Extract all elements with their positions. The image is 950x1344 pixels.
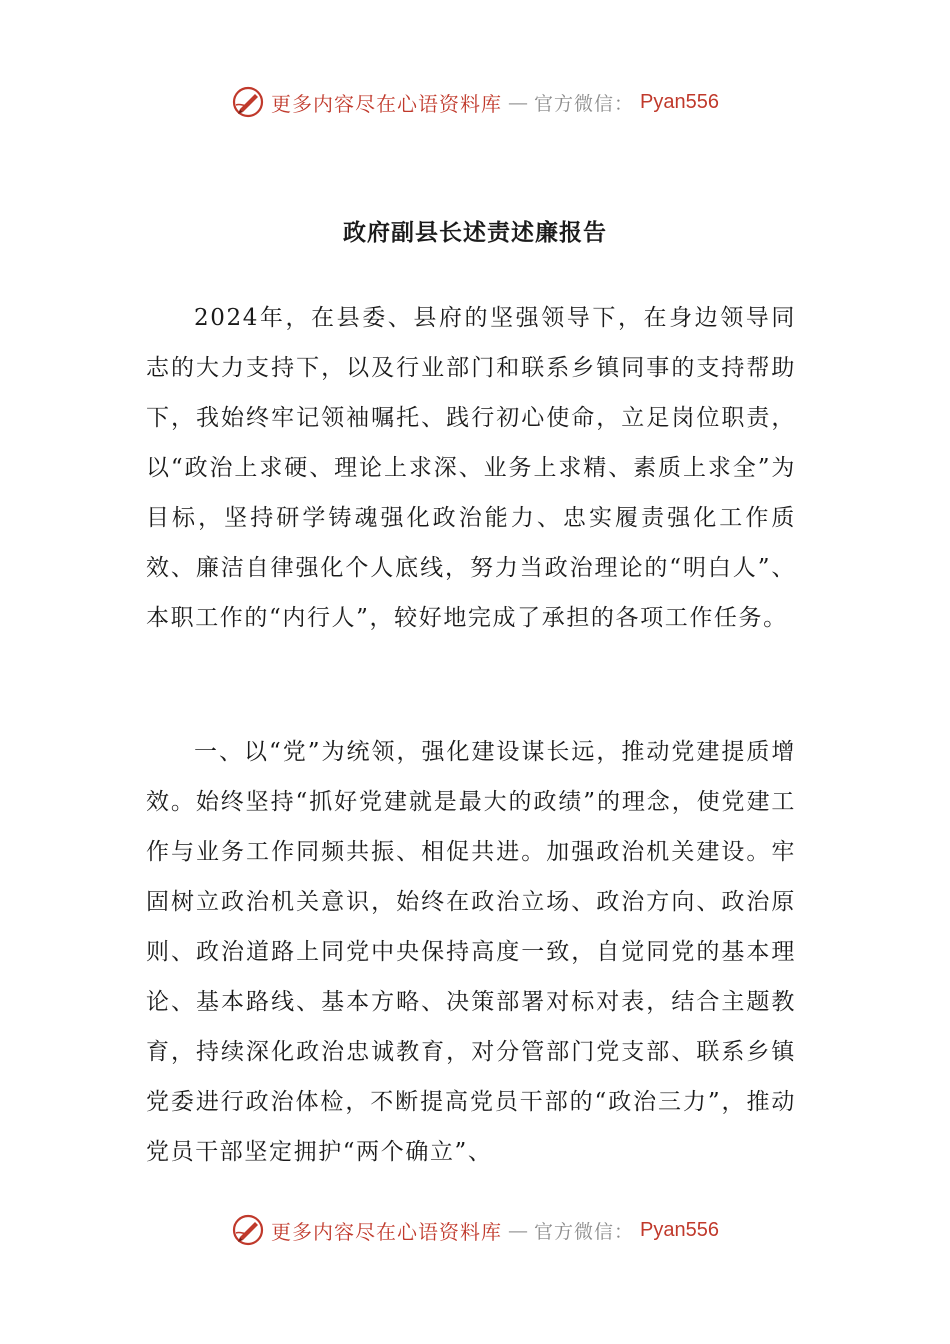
body-paragraph: 2024年，在县委、县府的坚强领导下，在身边领导同志的大力支持下，以及行业部门和联系乡镇同事的支持帮助下，我始终牢记领袖嘱托、践行初心使命，立足岗位职责，以“政治上求硬、理论上求深、业务上求精、素质上求全”为目标，坚持研学铸魂强化政治能力、忠实履责强化工作质效、廉洁自律强化个人底线，努力当政治理论的“明白人”、本职工作的“内行人”，较好地完成了承担的各项工作任务。 [146, 305, 796, 631]
banner-contact-id: Pyan556 [640, 90, 719, 113]
document-title: 政府副县长述责述廉报告 [343, 219, 607, 246]
banner-separator: — [508, 1218, 528, 1242]
pen-logo-icon [231, 85, 265, 119]
footer-banner [0, 1210, 950, 1250]
banner-contact-id: Pyan556 [640, 1218, 719, 1241]
pen-logo-icon [231, 1213, 265, 1247]
banner-separator: — [508, 90, 528, 114]
banner-contact-label: 官方微信： [534, 92, 635, 115]
banner-contact-label: 官方微信： [534, 1220, 635, 1243]
banner-slogan: 更多内容尽在心语资料库 [271, 1219, 502, 1244]
banner-slogan: 更多内容尽在心语资料库 [271, 91, 502, 116]
body-paragraph: 一、以“党”为统领，强化建设谋长远，推动党建提质增效。始终坚持“抓好党建就是最大的政绩”的理念，使党建工作与业务工作同频共振、相促共进。加强政治机关建设。牢固树立政治机关意识，始终在政治立场、政治方向、政治原则、政治道路上同党中央保持高度一致，自觉同党的基本理论、基本路线、基本方略、决策部署对标对表，结合主题教育，持续深化政治忠诚教育，对分管部门党支部、联系乡镇党委进行政治体检，不断提高党员干部的“政治三力”，推动党员干部坚定拥护“两个确立”、 [146, 739, 796, 1165]
header-banner [0, 82, 950, 122]
